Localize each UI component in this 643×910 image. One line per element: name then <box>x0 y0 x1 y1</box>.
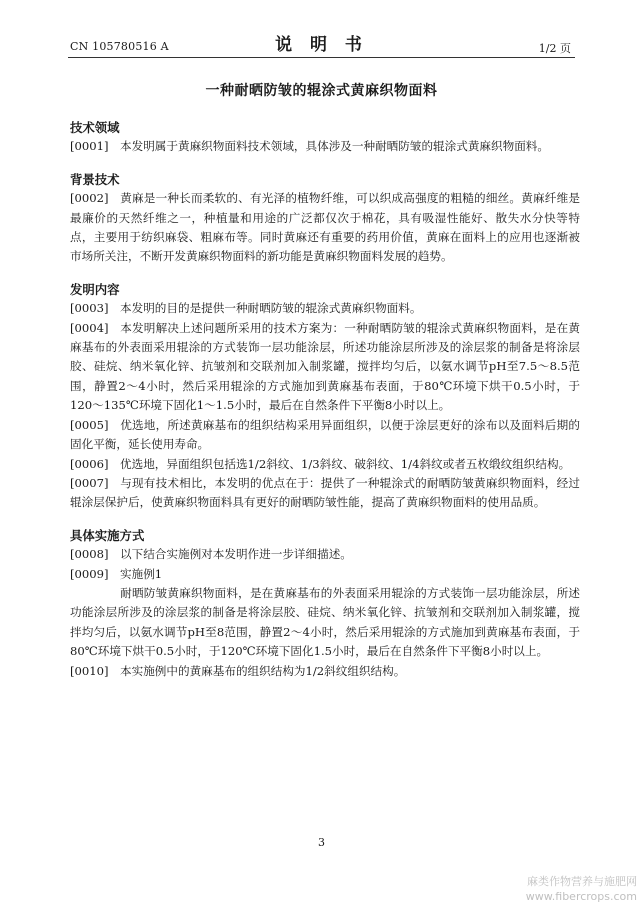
paragraph-number: [0009] <box>70 566 109 581</box>
paragraph-text: 本发明解决上述问题所采用的技术方案为：一种耐晒防皱的辊涂式黄麻织物面料，是在黄麻基布的外表面采用辊涂的方式装饰一层功能涂层，所述功能涂层所涉及的涂层浆的制备是将涂层胶、硅烷、纳米氧化锌、抗皱剂和交联剂加入制浆罐，搅拌均匀后，以氨水调节pH至7.5～8.5范围，静置2～4小时，然后采用辊涂的方式施加到黄麻基布表面，于80℃环境下烘干0.5小时，于120～135℃环境下固化1～1.5小时，最后在自然条件下平衡8小时以上。 <box>70 320 580 413</box>
paragraph-number: [0006] <box>70 456 109 471</box>
paragraph-number: [0002] <box>70 191 109 206</box>
paragraph-text: 与现有技术相比，本发明的优点在于：提供了一种辊涂式的耐晒防皱黄麻织物面料，经过辊涂层保护后，使黄麻织物面料具有更好的耐晒防皱性能，提高了黄麻织物面料的使用品质。 <box>70 475 580 510</box>
watermark-line1: 麻类作物营养与施肥网 <box>527 875 637 888</box>
watermark <box>526 874 637 904</box>
section-heading: 发明内容 <box>70 281 120 297</box>
document-title: 一种耐晒防皱的辊涂式黄麻织物面料 <box>205 83 438 99</box>
paragraph <box>70 455 580 474</box>
paragraph-text: 以下结合实施例对本发明作进一步详细描述。 <box>120 547 352 562</box>
paragraph-text: 本发明的目的是提供一种耐晒防皱的辊涂式黄麻织物面料。 <box>120 301 422 316</box>
paragraph-number: [0004] <box>70 320 109 335</box>
paragraph <box>70 189 580 267</box>
paragraph <box>70 474 580 513</box>
paragraph-text: 黄麻是一种长而柔软的、有光泽的植物纤维，可以织成高强度的粗糙的细丝。黄麻纤维是最廉价的天然纤维之一，种植量和用途的广泛都仅次于棉花，具有吸湿性能好、散失水分快等特点，主要用于纺织麻袋、粗麻布等。同时黄麻还有重要的药用价值，黄麻在面料上的应用也逐渐被市场所关注，不断开发黄麻织物面料的新功能是黄麻织物面料发展的趋势。 <box>70 191 580 264</box>
paragraph-number: [0005] <box>70 417 109 432</box>
paragraph-number: [0001] <box>70 139 109 154</box>
paragraph <box>70 299 580 318</box>
paragraph <box>70 416 580 455</box>
paragraph <box>70 319 580 416</box>
publication-number: CN 105780516 A <box>70 40 169 53</box>
paragraph-number: [0007] <box>70 475 109 490</box>
page-number: 3 <box>318 836 325 849</box>
document-body <box>70 118 580 681</box>
paragraph <box>70 545 580 564</box>
header-divider <box>68 57 575 58</box>
paragraph-text: 耐晒防皱黄麻织物面料，是在黄麻基布的外表面采用辊涂的方式装饰一层功能涂层，所述功能涂层所涉及的涂层浆的制备是将涂层胶、硅烷、纳米氧化锌、抗皱剂和交联剂加入制浆罐，搅拌均匀后，以氨水调节pH至8范围，静置2～4小时，然后采用辊涂的方式施加到黄麻基布表面，于80℃环境下烘干0.5小时，于120℃环境下固化1.5小时，最后在自然条件下平衡8小时以上。 <box>70 585 580 659</box>
paragraph-text: 实施例1 <box>120 566 163 581</box>
document-type-title: 说 明 书 <box>275 35 368 55</box>
paragraph <box>70 565 580 584</box>
paragraph <box>70 662 580 681</box>
watermark-line2: www.fibercrops.com <box>525 890 637 903</box>
paragraph-text: 本发明属于黄麻织物面料技术领域，具体涉及一种耐晒防皱的辊涂式黄麻织物面料。 <box>120 139 549 154</box>
paragraph-text: 本实施例中的黄麻基布的组织结构为1/2斜纹组织结构。 <box>120 663 406 678</box>
paragraph-number: [0010] <box>70 663 109 678</box>
page-indicator: 1/2 页 <box>538 42 571 55</box>
paragraph <box>70 137 580 156</box>
paragraph-text: 优选地，异面组织包括选1/2斜纹、1/3斜纹、破斜纹、1/4斜纹或者五枚缎纹组织结构。 <box>120 456 571 471</box>
section-heading: 背景技术 <box>70 171 120 187</box>
page-header <box>0 0 643 60</box>
paragraph <box>70 584 580 662</box>
paragraph-text: 优选地，所述黄麻基布的组织结构采用异面组织，以便于涂层更好的涂布以及面料后期的固化平衡，延长使用寿命。 <box>70 417 580 452</box>
paragraph-number: [0003] <box>70 301 109 316</box>
section-heading: 技术领域 <box>70 120 120 135</box>
section-heading: 具体实施方式 <box>70 527 145 543</box>
paragraph-number: [0008] <box>70 547 109 562</box>
